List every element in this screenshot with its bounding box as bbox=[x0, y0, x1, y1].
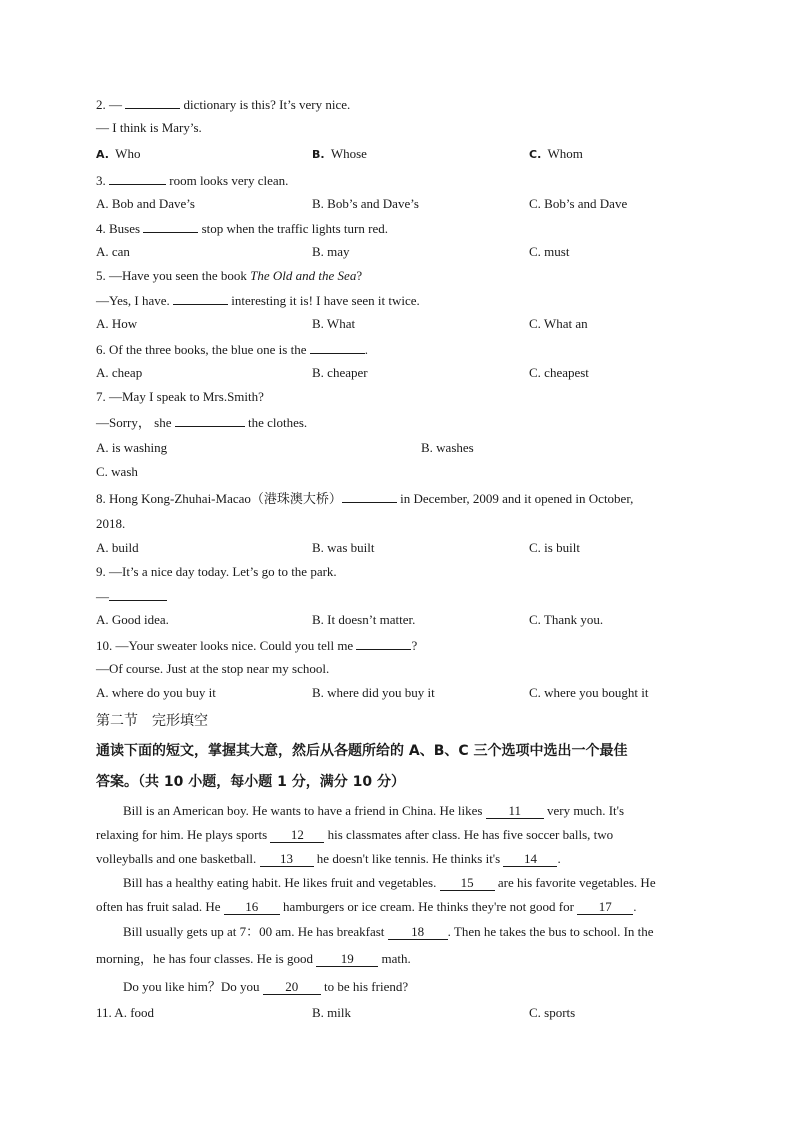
q7-reply-pre: —Sorry， she bbox=[96, 415, 175, 430]
section-instructions-line2: 答案。（共 10 小题，每小题 1 分，满分 10 分） bbox=[96, 774, 405, 790]
q2-option-b-letter: B. bbox=[312, 148, 325, 161]
passage-line-7 bbox=[96, 951, 698, 967]
q6-text-post: . bbox=[364, 342, 368, 357]
blank-15[interactable]: 15 bbox=[440, 876, 495, 891]
q5-option-c[interactable]: C. What an bbox=[529, 316, 588, 331]
q4-text-pre: 4. Buses bbox=[96, 221, 144, 236]
q2-option-c-letter: C. bbox=[529, 148, 542, 161]
passage-text: hamburgers or ice cream. He thinks they're not good for bbox=[279, 899, 578, 914]
passage-text: are his favorite vegetables. He bbox=[494, 875, 656, 890]
passage-text: Bill has a healthy eating habit. He likes fruit and vegetables. bbox=[123, 875, 440, 890]
passage-line-2 bbox=[96, 827, 698, 843]
q7-reply-post: the clothes. bbox=[244, 415, 308, 430]
q6-text-pre: 6. Of the three books, the blue one is the bbox=[96, 342, 310, 357]
q2-option-c-text: Whom bbox=[547, 146, 583, 161]
passage-text: to be his friend? bbox=[320, 979, 409, 994]
q7-option-a[interactable]: A. is washing bbox=[96, 440, 168, 455]
passage-line-6 bbox=[96, 924, 725, 940]
passage-text: his classmates after class. He has five soccer balls, two bbox=[324, 827, 614, 842]
q5-reply-post: interesting it is! I have seen it twice. bbox=[228, 293, 420, 308]
q7-option-b[interactable]: B. washes bbox=[421, 440, 474, 455]
q5-blank bbox=[173, 292, 228, 305]
question-10-stem bbox=[96, 637, 417, 654]
question-10-reply: —Of course. Just at the stop near my school. bbox=[96, 661, 330, 676]
q2-text-pre: 2. — bbox=[96, 97, 126, 112]
q2-option-a-letter: A. bbox=[96, 148, 109, 161]
q9-reply-pre: — bbox=[96, 589, 109, 604]
q8-option-c[interactable]: C. is built bbox=[529, 540, 580, 555]
passage-text: . Then he takes the bus to school. In the bbox=[447, 924, 654, 939]
q2-option-a[interactable] bbox=[96, 146, 140, 163]
question-2-reply: — I think is Mary’s. bbox=[96, 120, 202, 135]
question-2-stem bbox=[96, 96, 350, 113]
passage-text: morning，he has four classes. He is good bbox=[96, 951, 317, 966]
q9-option-a[interactable]: A. Good idea. bbox=[96, 612, 169, 627]
q5-text-post: ? bbox=[356, 268, 363, 283]
passage-text: he doesn't like tennis. He thinks it's bbox=[313, 851, 504, 866]
passage-text: Bill is an American boy. He wants to have a friend in China. He likes bbox=[123, 803, 486, 818]
q5-reply-pre: —Yes, I have. bbox=[96, 293, 174, 308]
passage-line-5 bbox=[96, 899, 698, 915]
blank-16[interactable]: 16 bbox=[224, 900, 280, 915]
q6-option-b[interactable]: B. cheaper bbox=[312, 365, 368, 380]
q8-blank bbox=[342, 490, 397, 503]
passage-text: . bbox=[557, 851, 561, 866]
q8-option-a[interactable]: A. build bbox=[96, 540, 139, 555]
q10-option-b[interactable]: B. where did you buy it bbox=[312, 685, 435, 700]
q2-text-post: dictionary is this? It’s very nice. bbox=[180, 97, 351, 112]
q5-option-a[interactable]: A. How bbox=[96, 316, 138, 331]
blank-11[interactable]: 11 bbox=[486, 804, 544, 819]
q10-text-post: ? bbox=[411, 638, 418, 653]
q2-option-c[interactable] bbox=[529, 146, 583, 163]
q2-blank bbox=[125, 96, 180, 109]
passage-line-8 bbox=[96, 979, 725, 995]
q6-option-c[interactable]: C. cheapest bbox=[529, 365, 589, 380]
q10-text-pre: 10. —Your sweater looks nice. Could you tell me bbox=[96, 638, 357, 653]
passage-text: relaxing for him. He plays sports bbox=[96, 827, 271, 842]
section-instructions-line1: 通读下面的短文，掌握其大意，然后从各题所给的 A、B、C 三个选项中选出一个最佳 bbox=[96, 743, 628, 759]
passage-line-4 bbox=[96, 875, 725, 891]
blank-20[interactable]: 20 bbox=[263, 980, 321, 995]
passage-text: very much. It's bbox=[543, 803, 625, 818]
question-8-stem-cont: 2018. bbox=[96, 516, 126, 531]
q2-option-b[interactable] bbox=[312, 146, 367, 163]
blank-14[interactable]: 14 bbox=[503, 852, 557, 867]
q9-blank bbox=[109, 588, 167, 601]
passage-text: Bill usually gets up at 7：00 am. He has breakfast bbox=[123, 924, 388, 939]
q2-option-a-text: Who bbox=[115, 146, 141, 161]
passage-line-1 bbox=[96, 803, 725, 819]
q8-text-post: in December, 2009 and it opened in October, bbox=[396, 491, 634, 506]
question-5-reply bbox=[96, 292, 420, 309]
section-title: 第二节 完形填空 bbox=[96, 713, 208, 729]
q11-option-a[interactable]: 11. A. food bbox=[96, 1005, 155, 1020]
question-8-stem bbox=[96, 490, 633, 507]
passage-line-3 bbox=[96, 851, 698, 867]
q5-book-title: The Old and the Sea bbox=[250, 268, 357, 283]
passage-text: math. bbox=[378, 951, 411, 966]
q9-option-c[interactable]: C. Thank you. bbox=[529, 612, 604, 627]
q6-option-a[interactable]: A. cheap bbox=[96, 365, 143, 380]
q4-option-a[interactable]: A. can bbox=[96, 244, 130, 259]
question-7-reply bbox=[96, 414, 307, 431]
q10-option-c[interactable]: C. where you bought it bbox=[529, 685, 649, 700]
q11-option-c[interactable]: C. sports bbox=[529, 1005, 576, 1020]
q3-text-pre: 3. bbox=[96, 173, 109, 188]
q3-option-c[interactable]: C. Bob’s and Dave bbox=[529, 196, 628, 211]
q4-option-c[interactable]: C. must bbox=[529, 244, 570, 259]
q2-option-b-text: Whose bbox=[330, 146, 367, 161]
blank-19[interactable]: 19 bbox=[316, 952, 378, 967]
q5-text-pre: 5. —Have you seen the book bbox=[96, 268, 251, 283]
q10-option-a[interactable]: A. where do you buy it bbox=[96, 685, 216, 700]
passage-text: volleyballs and one basketball. bbox=[96, 851, 260, 866]
q9-option-b[interactable]: B. It doesn’t matter. bbox=[312, 612, 416, 627]
q3-text-post: room looks very clean. bbox=[166, 173, 289, 188]
q7-blank bbox=[175, 414, 245, 427]
q3-blank bbox=[109, 172, 166, 185]
q5-option-b[interactable]: B. What bbox=[312, 316, 356, 331]
q3-option-b[interactable]: B. Bob’s and Dave’s bbox=[312, 196, 419, 211]
q8-text-pre: 8. Hong Kong-Zhuhai-Macao（港珠澳大桥） bbox=[96, 491, 342, 506]
question-4-stem bbox=[96, 220, 388, 237]
question-9-reply bbox=[96, 588, 167, 605]
q8-option-b[interactable]: B. was built bbox=[312, 540, 375, 555]
q6-blank bbox=[310, 341, 365, 354]
blank-13[interactable]: 13 bbox=[260, 852, 314, 867]
question-5-stem bbox=[96, 268, 362, 284]
q3-option-a[interactable]: A. Bob and Dave’s bbox=[96, 196, 195, 211]
passage-text: often has fruit salad. He bbox=[96, 899, 224, 914]
question-9-stem: 9. —It’s a nice day today. Let’s go to the park. bbox=[96, 564, 337, 579]
q7-option-c[interactable]: C. wash bbox=[96, 464, 138, 479]
question-3-stem bbox=[96, 172, 288, 189]
passage-text: . bbox=[633, 899, 637, 914]
question-7-stem: 7. —May I speak to Mrs.Smith? bbox=[96, 389, 264, 404]
q4-blank bbox=[143, 220, 198, 233]
blank-18[interactable]: 18 bbox=[388, 925, 448, 940]
q11-option-b[interactable]: B. milk bbox=[312, 1005, 352, 1020]
q10-blank bbox=[356, 637, 411, 650]
passage-text: Do you like him？Do you bbox=[123, 979, 263, 994]
q4-text-post: stop when the traffic lights turn red. bbox=[198, 221, 388, 236]
blank-17[interactable]: 17 bbox=[577, 900, 633, 915]
q4-option-b[interactable]: B. may bbox=[312, 244, 350, 259]
question-6-stem bbox=[96, 341, 368, 358]
blank-12[interactable]: 12 bbox=[270, 828, 324, 843]
